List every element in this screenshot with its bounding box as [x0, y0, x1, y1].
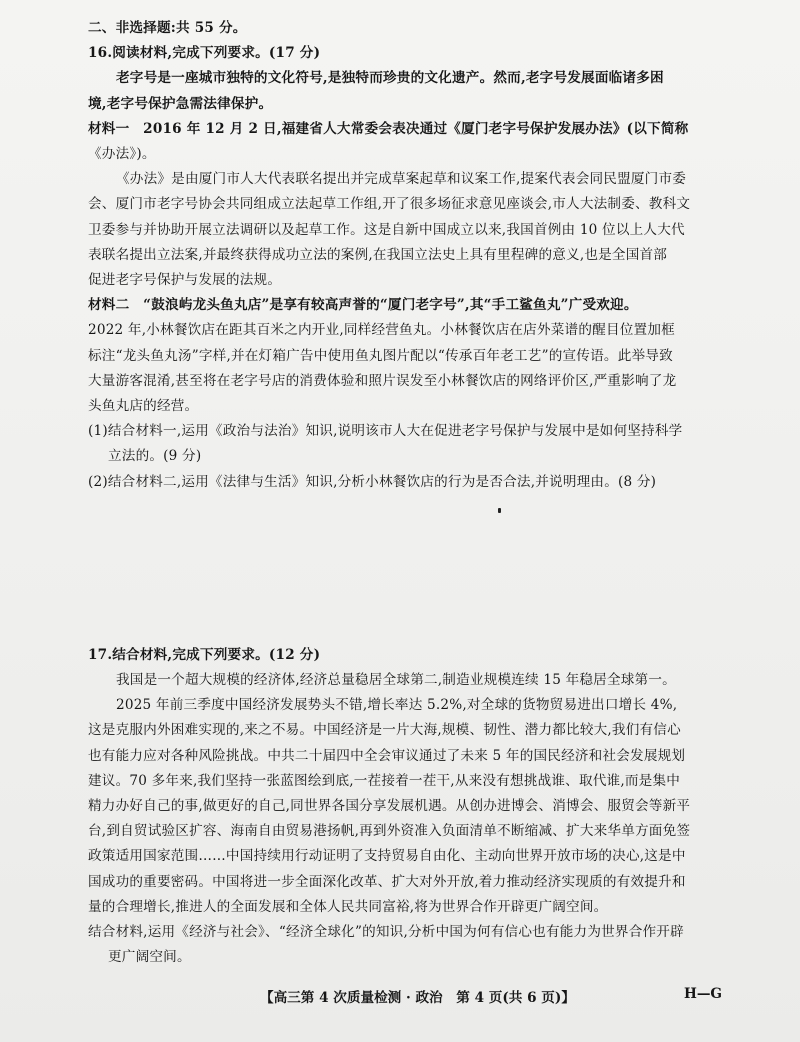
material1-line-1: 材料一 2016 年 12 月 2 日,福建省人大常委会表决通过《厦门老字号保护发展办法》(以下简称	[88, 120, 689, 137]
q17-body-line-10: 量的合理增长,推进人的全面发展和全体人民共同富裕,将为世界合作开辟更广阔空间。	[88, 898, 608, 915]
material2-line-3: 标注“龙头鱼丸汤”字样,并在灯箱广告中使用鱼丸图片配以“传承百年老工艺”的宣传语。此举导致	[88, 347, 673, 364]
page-footer	[0, 986, 800, 1010]
q16-sub1-line-1: (1)结合材料一,运用《政治与法治》知识,说明该市人大在促进老字号保护与发展中是如何坚持科学	[88, 423, 683, 440]
footer-code: H—G	[684, 986, 723, 1002]
q16-sub1-line-2: 立法的。(9 分)	[108, 448, 202, 465]
q17-body-line-7: 台,到自贸试验区扩容、海南自由贸易港扬帆,再到外资准入负面清单不断缩减、扩大来华单方面免签	[88, 823, 691, 840]
material1-line-5: 卫委参与并协助开展立法调研以及起草工作。这是自新中国成立以来,我国首例由 10 位以上人大代	[88, 221, 685, 238]
q17-body-line-9: 国成功的重要密码。中国将进一步全面深化改革、扩大对外开放,着力推动经济实现质的有效提升和	[88, 873, 686, 890]
material1-line-3: 《办法》是由厦门市人大代表联名提出并完成草案起草和议案工作,提案代表会同民盟厦门市委	[116, 171, 687, 188]
material1-line-7: 促进老字号保护与发展的法规。	[88, 272, 282, 289]
question-16-title: 16.阅读材料,完成下列要求。(17 分)	[88, 45, 321, 62]
material1-line-4: 会、厦门市老字号协会共同组成立法起草工作组,开了很多场征求意见座谈会,市人大法制委、教科文	[88, 196, 691, 213]
page-content	[88, 16, 728, 971]
q16-intro-line-2: 境,老字号保护急需法律保护。	[88, 95, 273, 112]
material2-line-5: 头鱼丸店的经营。	[88, 398, 199, 415]
material2-line-1: 材料二 “鼓浪屿龙头鱼丸店”是享有较高声誉的“厦门老字号”,其“手工鲨鱼丸”广受欢迎。	[88, 297, 638, 314]
q17-question-line-1: 结合材料,运用《经济与社会》、“经济全球化”的知识,分析中国为何有信心也有能力为世界合作开辟	[88, 924, 684, 941]
material1-line-6: 表联名提出立法案,并最终获得成功立法的案例,在我国立法史上具有里程碑的意义,也是全国首部	[88, 246, 668, 263]
material2-line-4: 大量游客混淆,甚至将在老字号店的消费体验和照片误发至小林餐饮店的网络评价区,严重影响了龙	[88, 372, 677, 389]
question-17-title: 17.结合材料,完成下列要求。(12 分)	[88, 646, 321, 663]
material2-line-2: 2022 年,小林餐饮店在距其百米之内开业,同样经营鱼丸。小林餐饮店在店外菜谱的醒目位置加框	[88, 322, 675, 339]
q17-body-line-5: 建议。70 多年来,我们坚持一张蓝图绘到底,一茬接着一茬干,从来没有想挑战谁、取代谁,而是集中	[88, 772, 681, 789]
q16-intro-line-1: 老字号是一座城市独特的文化符号,是独特而珍贵的文化遗产。然而,老字号发展面临诸多困	[116, 70, 664, 87]
ink-dot	[498, 508, 501, 513]
q17-body-line-8: 政策适用国家范围……中国持续用行动证明了支持贸易自由化、主动向世界开放市场的决心,这是中	[88, 848, 686, 865]
q17-question-line-2: 更广阔空间。	[108, 949, 191, 966]
q17-body-line-6: 精力办好自己的事,做更好的自己,同世界各国分享发展机遇。从创办进博会、消博会、服贸会等新平	[88, 798, 691, 815]
q16-sub2-line-1: (2)结合材料二,运用《法律与生活》知识,分析小林餐饮店的行为是否合法,并说明理由。(8 分)	[88, 473, 657, 490]
q17-body-line-3: 这是克服内外困难实现的,来之不易。中国经济是一片大海,规模、韧性、潜力都比较大,我们有信心	[88, 722, 681, 739]
q17-body-line-4: 也有能力应对各种风险挑战。中共二十届四中全会审议通过了未来 5 年的国民经济和社会发展规划	[88, 747, 686, 764]
footer-exam-info: 【高三第 4 次质量检测 · 政治 第 4 页(共 6 页)】	[260, 990, 575, 1006]
q17-body-line-2: 2025 年前三季度中国经济发展势头不错,增长率达 5.2%,对全球的货物贸易进出口增长 4%,	[116, 697, 678, 714]
q17-body-line-1: 我国是一个超大规模的经济体,经济总量稳居全球第二,制造业规模连续 15 年稳居全球第一。	[116, 672, 676, 689]
material1-line-2: 《办法》)。	[88, 146, 156, 163]
section-title: 二、非选择题:共 55 分。	[88, 20, 247, 36]
answer-space	[88, 495, 728, 643]
